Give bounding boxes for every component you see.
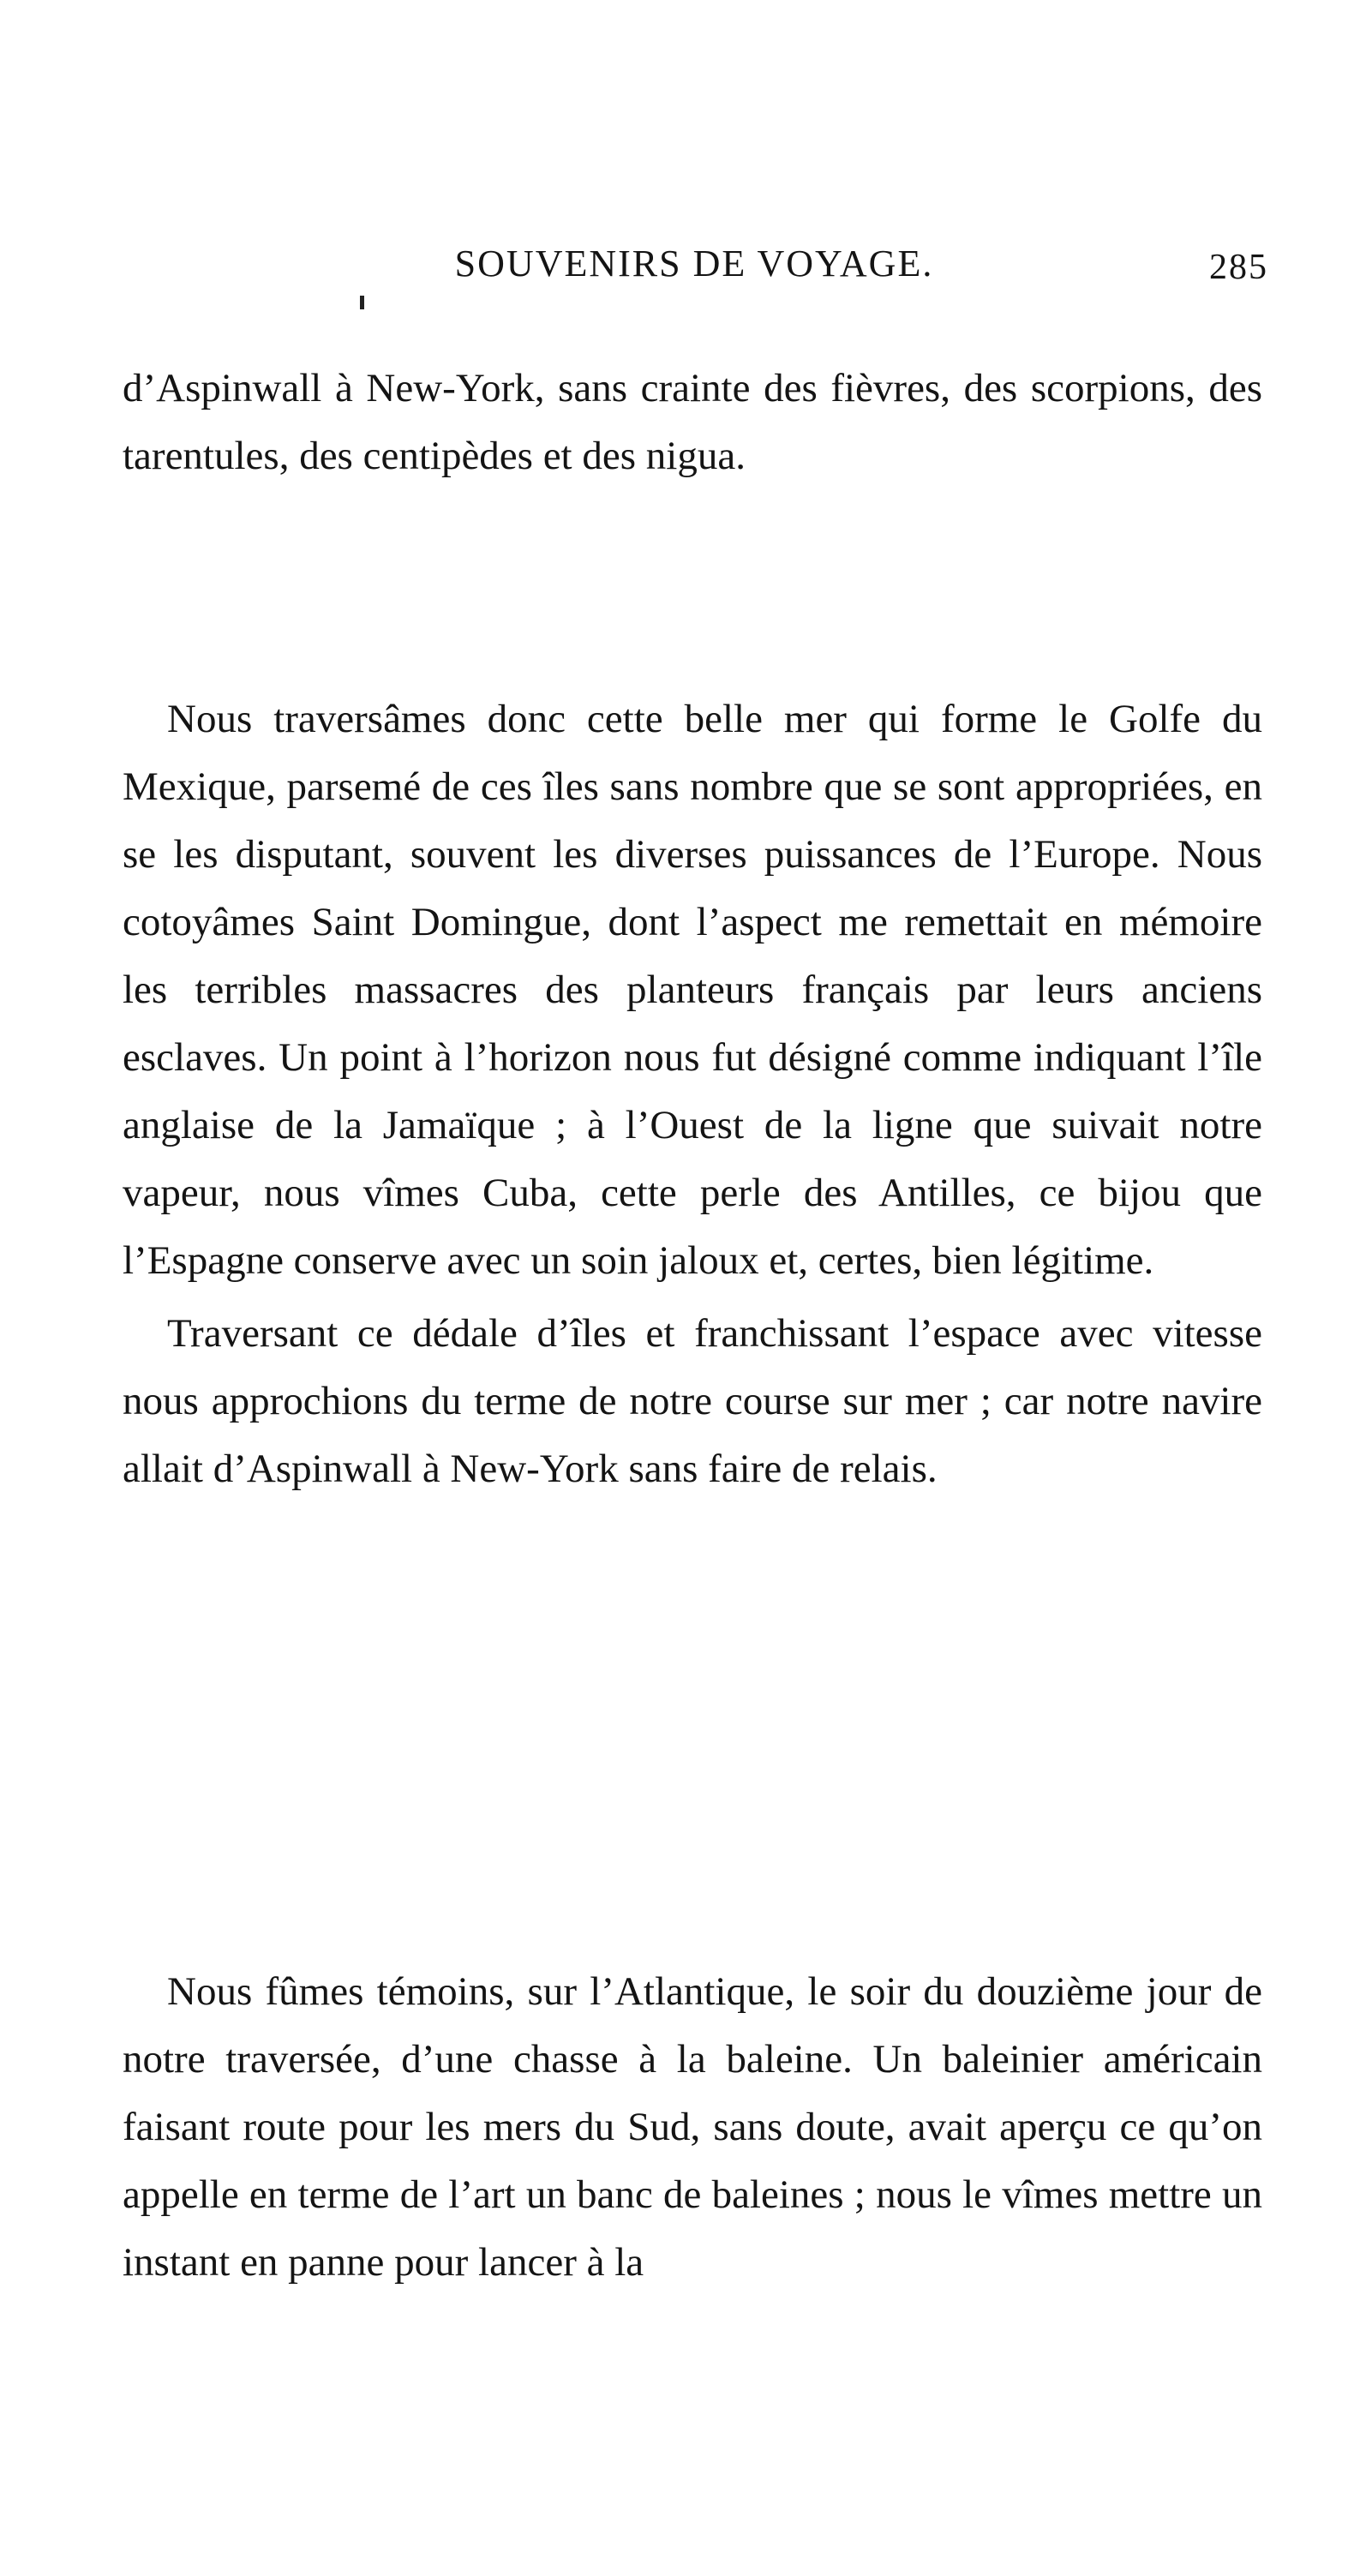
text-section-2 [123,686,1262,1503]
running-title: SOUVENIRS DE VOYAGE. [454,243,934,285]
page-number: 285 [1209,248,1268,287]
paragraph-whale-hunt: Nous fûmes témoins, sur l’Atlantique, le soir du douzième jour de notre traversée, d’une chasse à la baleine. Un baleinier américain faisant route pour les mers du Sud, sans doute, avait aperçu ce qu’on appelle en terme de l’art un banc de baleines ; nous le vîmes mettre un instant en panne pour lancer à la [123,1969,1262,2285]
text-section-1 [123,355,1262,490]
paragraph-continuation: d’Aspinwall à New-York, sans crainte des fièvres, des scorpions, des tarentules, des centipèdes et des nigua. [123,366,1262,478]
paragraph-traversant: Traversant ce dédale d’îles et franchissant l’espace avec vitesse nous approchions du terme de notre course sur mer ; car notre navire allait d’Aspinwall à New-York sans faire de relais. [123,1311,1262,1491]
running-head [120,242,1268,302]
text-section-3 [123,1958,1262,2297]
paragraph-caribbean: Nous traversâmes donc cette belle mer qui forme le Golfe du Mexique, parsemé de ces îles sans nombre que se sont appropriées, en se les disputant, souvent les diverses puissances de l’Europe. Nous cotoyâmes Saint Domingue, dont l’aspect me remettait en mémoire les terribles massacres des planteurs français par leurs anciens esclaves. Un point à l’horizon nous fut désigné comme indiquant l’île anglaise de la Jamaïque ; à l’Ouest de la ligne que suivait notre vapeur, nous vîmes Cuba, cette perle des Antilles, ce bijou que l’Espagne conserve avec un soin jaloux et, certes, bien légitime. [123,697,1262,1283]
print-mark [360,296,364,309]
